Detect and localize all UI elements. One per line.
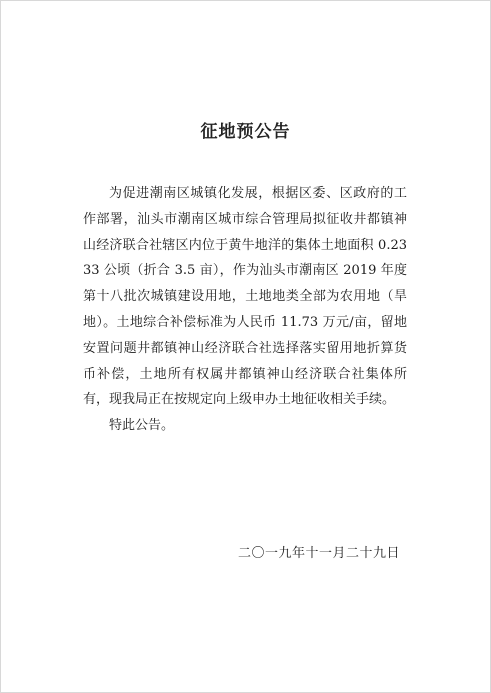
notice-title: 征地预公告 (200, 122, 291, 142)
notice-body (83, 181, 407, 439)
notice-date: 二〇一九年十一月二十九日 (238, 546, 401, 561)
notice-paragraph: 为促进潮南区城镇化发展，根据区委、区政府的工作部署，汕头市潮南区城市综合管理局拟征收井都镇神山经济联合社辖区内位于黄牛地洋的集体土地面积 0.2333 公顷（折合 3.5 亩），作为汕头市潮南区 2019 年度第十八批次城镇建设用地，土地地类全部为农用地（旱地）。土地综合补偿标准为人民币 11.73 万元/亩，留地安置问题井都镇神山经济联合社选择落实留用地折算货币补偿，土地所有权属井都镇神山经济联合社集体所有，现我局正在按规定向上级申办土地征收相关手续。 (83, 186, 407, 408)
notice-closing: 特此公告。 (109, 418, 175, 434)
